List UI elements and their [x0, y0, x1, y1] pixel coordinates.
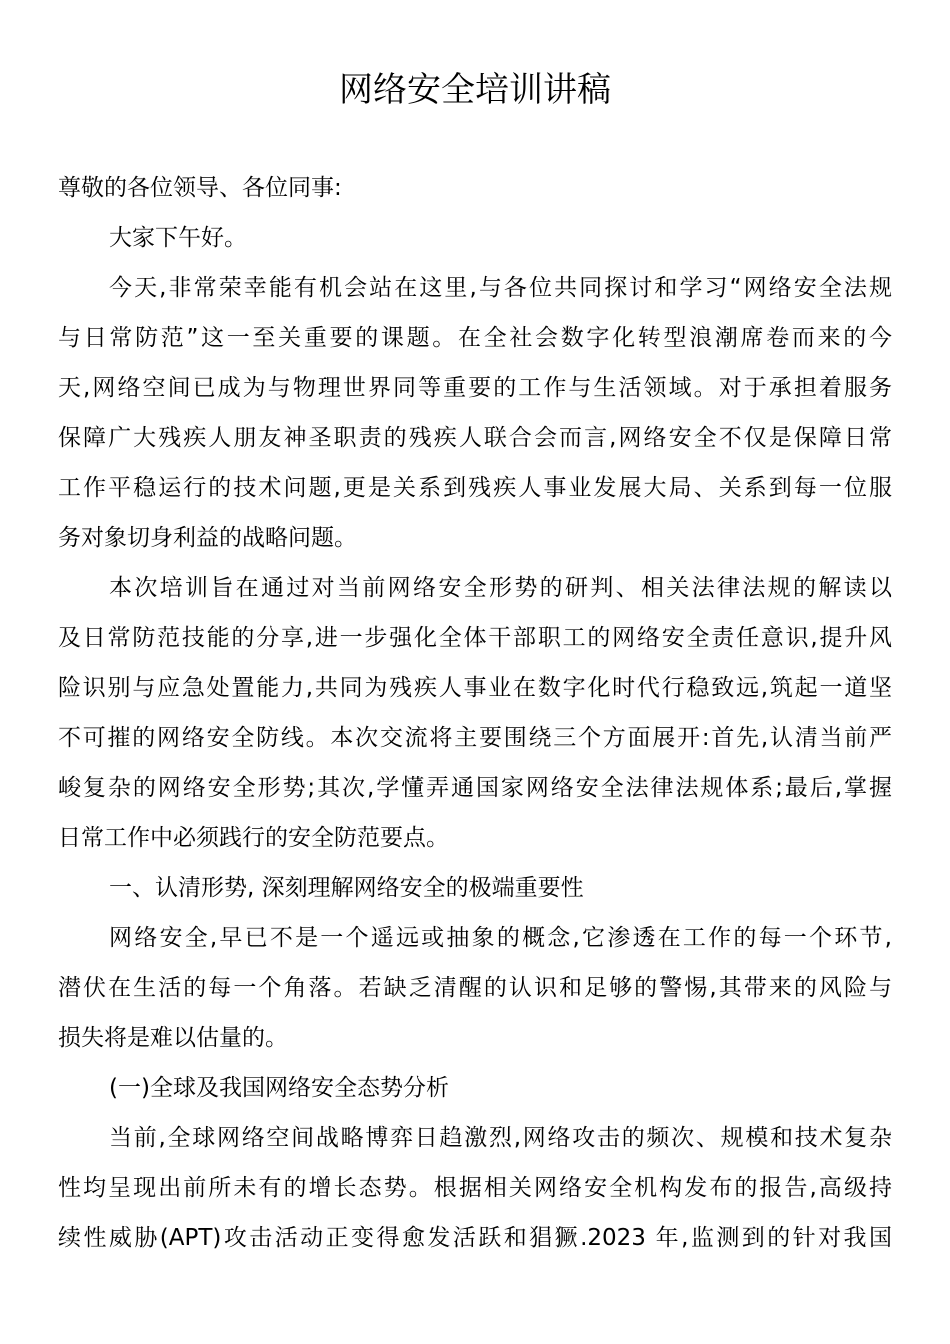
paragraph-line: 大家下午好。: [109, 225, 247, 251]
paragraph-line: 一、认清形势, 深刻理解网络安全的极端重要性: [109, 875, 584, 901]
paragraph-line: 峻复杂的网络安全形势;其次,学懂弄通国家网络安全法律法规体系;最后,掌握: [58, 775, 892, 801]
paragraph-line: 保障广大残疾人朋友神圣职责的残疾人联合会而言,网络安全不仅是保障日常: [58, 425, 892, 451]
paragraph-line: (一)全球及我国网络安全态势分析: [109, 1075, 449, 1101]
paragraph-line: 工作平稳运行的技术问题,更是关系到残疾人事业发展大局、关系到每一位服: [58, 475, 892, 501]
paragraph-line: 本次培训旨在通过对当前网络安全形势的研判、相关法律法规的解读以: [109, 575, 892, 601]
paragraph-line: 险识别与应急处置能力,共同为残疾人事业在数字化时代行稳致远,筑起一道坚: [58, 675, 892, 701]
paragraph-line: 尊敬的各位领导、各位同事:: [58, 175, 342, 201]
paragraph-line: 不可摧的网络安全防线。本次交流将主要围绕三个方面展开:首先,认清当前严: [58, 725, 892, 751]
paragraph-line: 与日常防范”这一至关重要的课题。在全社会数字化转型浪潮席卷而来的今: [58, 325, 892, 351]
paragraph-line: 网络安全,早已不是一个遥远或抽象的概念,它渗透在工作的每一个环节,: [109, 925, 892, 951]
paragraph-line: 潜伏在生活的每一个角落。若缺乏清醒的认识和足够的警惕,其带来的风险与: [58, 975, 892, 1001]
paragraph-line: 及日常防范技能的分享,进一步强化全体干部职工的网络安全责任意识,提升风: [58, 625, 892, 651]
paragraph-line: 损失将是难以估量的。: [58, 1025, 288, 1051]
paragraph-line: 今天,非常荣幸能有机会站在这里,与各位共同探讨和学习“网络安全法规: [109, 275, 892, 301]
paragraph-line: 天,网络空间已成为与物理世界同等重要的工作与生活领域。对于承担着服务: [58, 375, 892, 401]
paragraph-line: 性均呈现出前所未有的增长态势。根据相关网络安全机构发布的报告,高级持: [58, 1175, 892, 1201]
paragraph-line: 务对象切身利益的战略问题。: [58, 525, 357, 551]
paragraph-line: 日常工作中必须践行的安全防范要点。: [58, 825, 449, 851]
paragraph-line: 续性威胁(APT)攻击活动正变得愈发活跃和猖獗.2023 年,监测到的针对我国: [58, 1225, 892, 1251]
document-title: 网络安全培训讲稿: [339, 70, 611, 110]
paragraph-line: 当前,全球网络空间战略博弈日趋激烈,网络攻击的频次、规模和技术复杂: [109, 1125, 892, 1151]
